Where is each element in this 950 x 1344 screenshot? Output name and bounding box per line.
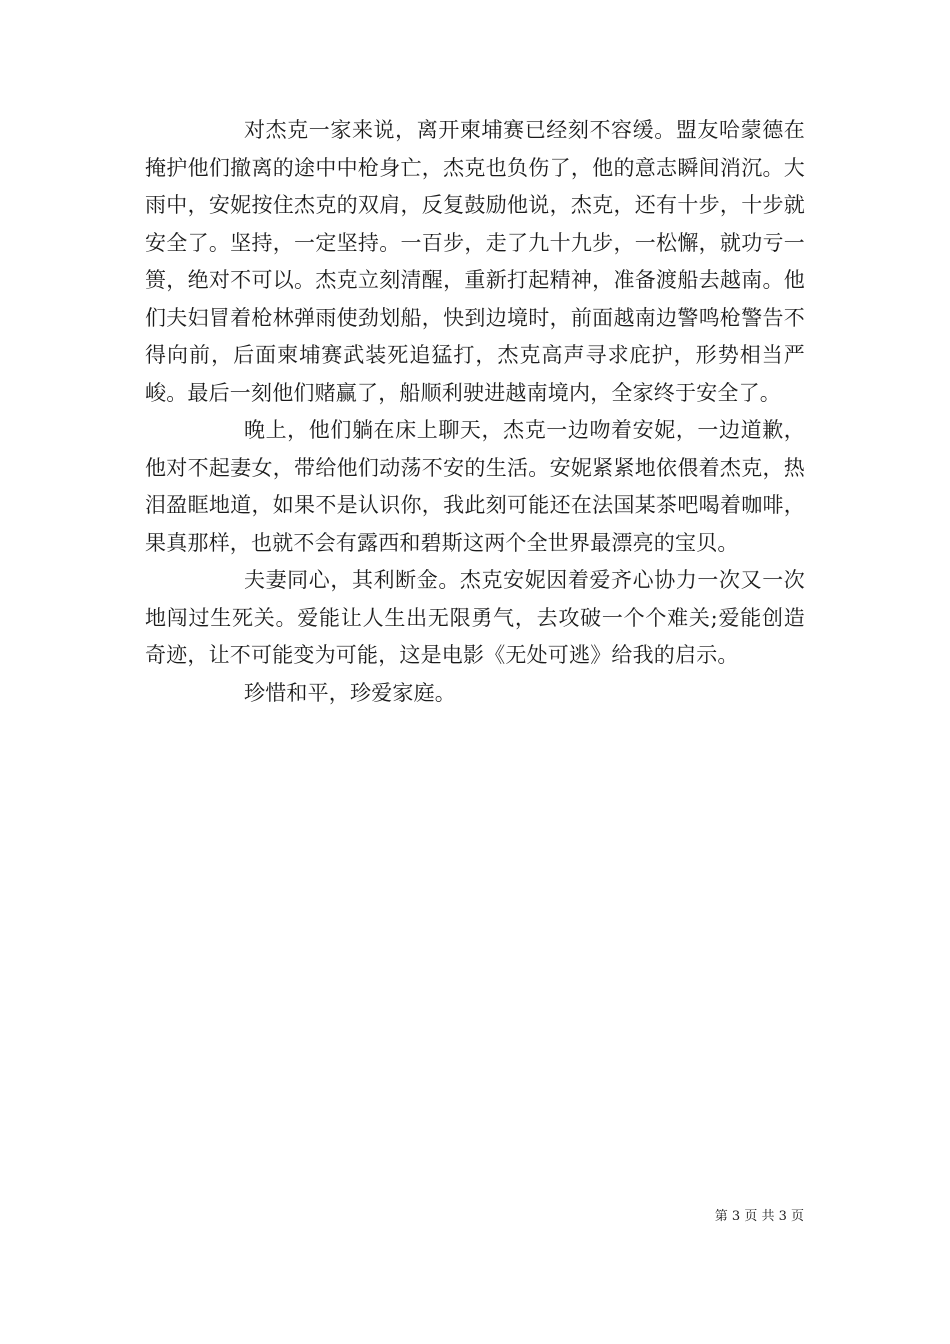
- paragraph-4: 珍惜和平，珍爱家庭。: [244, 680, 456, 705]
- document-body: [145, 112, 805, 712]
- paragraph-3: 夫妻同心，其利断金。杰克安妮因着爱齐心协力一次又一次地闯过生死关。爱能让人生出无限勇气，去攻破一个个难关;爱能创造奇迹，让不可能变为可能，这是电影《无处可逃》给我的启示。: [145, 568, 805, 667]
- page-number-footer: 第 3 页 共 3 页: [714, 1209, 804, 1224]
- paragraph-2: 晚上，他们躺在床上聊天，杰克一边吻着安妮，一边道歉，他对不起妻女，带给他们动荡不安的生活。安妮紧紧地依偎着杰克，热泪盈眶地道，如果不是认识你，我此刻可能还在法国某茶吧喝着咖啡，果真那样，也就不会有露西和碧斯这两个全世界最漂亮的宝贝。: [145, 418, 805, 555]
- paragraph-1: 对杰克一家来说，离开柬埔赛已经刻不容缓。盟友哈蒙德在掩护他们撤离的途中中枪身亡，杰克也负伤了，他的意志瞬间消沉。大雨中，安妮按住杰克的双肩，反复鼓励他说，杰克，还有十步，十步就安全了。坚持，一定坚持。一百步，走了九十九步，一松懈，就功亏一篑，绝对不可以。杰克立刻清醒，重新打起精神，准备渡船去越南。他们夫妇冒着枪林弹雨使劲划船，快到边境时，前面越南边警鸣枪警告不得向前，后面柬埔赛武装死追猛打，杰克高声寻求庇护，形势相当严峻。最后一刻他们赌赢了，船顺利驶进越南境内，全家终于安全了。: [145, 118, 805, 405]
